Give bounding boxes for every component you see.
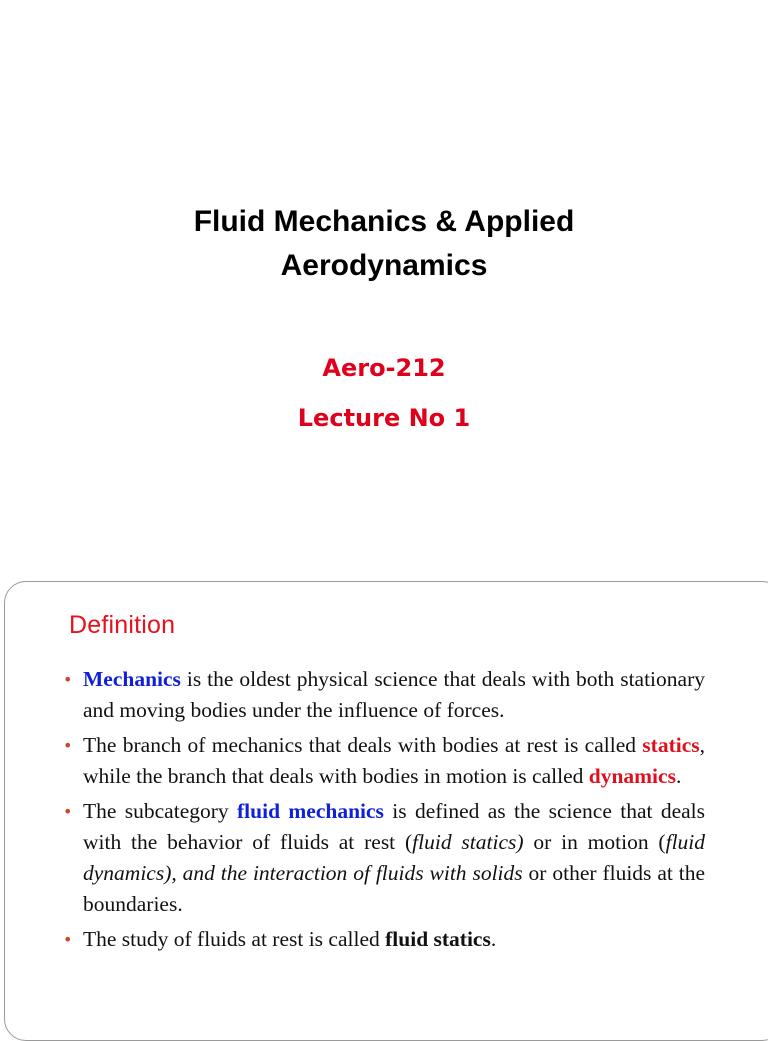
bullet-text: or other fluids at the boundaries. (83, 861, 706, 916)
bullet-icon: • (63, 802, 73, 821)
bullet-text: or in motion ( (523, 830, 666, 854)
bullet-icon: • (63, 736, 73, 755)
lecture-number: Lecture No 1 (297, 404, 471, 432)
bullet-text: , while the branch that deals with bodies in motion is called (83, 733, 705, 788)
term-dynamics: dynamics (588, 764, 676, 788)
term-mechanics: Mechanics (83, 667, 181, 691)
definition-heading: Definition (69, 611, 176, 639)
term-statics: statics (642, 733, 700, 757)
bullet-text: is the oldest physical science that deals with both stationary and moving bodies under the influence of forces. (83, 667, 705, 722)
definition-slide (4, 581, 768, 1041)
bullet-icon: • (63, 670, 73, 689)
bullet-text: is defined as the science that deals with the behavior of fluids at rest ( (83, 799, 705, 854)
course-code: Aero-212 (322, 354, 446, 382)
term-fluid-statics: fluid statics (385, 927, 491, 951)
term-fluid-mechanics: fluid mechanics (237, 799, 384, 823)
bullet-text: The branch of mechanics that deals with bodies at rest is called (83, 733, 643, 757)
bullet-text: . (675, 764, 682, 788)
italic-fluid-dynamics: fluid dynamics), and the interaction of fluids with solids (83, 830, 706, 885)
title-line-2: Aerodynamics (280, 249, 488, 282)
title-line-1: Fluid Mechanics & Applied (193, 205, 575, 238)
bullet-text: . (490, 927, 497, 951)
bullet-mechanics (63, 664, 705, 726)
definition-bullets (63, 664, 705, 959)
slide-title (0, 200, 768, 288)
bullet-fluid-mechanics (63, 796, 705, 920)
bullet-text: The study of fluids at rest is called (83, 927, 386, 951)
bullet-fluid-statics (63, 924, 705, 955)
bullet-statics-dynamics (63, 730, 705, 792)
bullet-text: The subcategory (83, 799, 237, 823)
bullet-icon: • (63, 930, 73, 949)
italic-fluid-statics: fluid statics) (412, 830, 524, 854)
